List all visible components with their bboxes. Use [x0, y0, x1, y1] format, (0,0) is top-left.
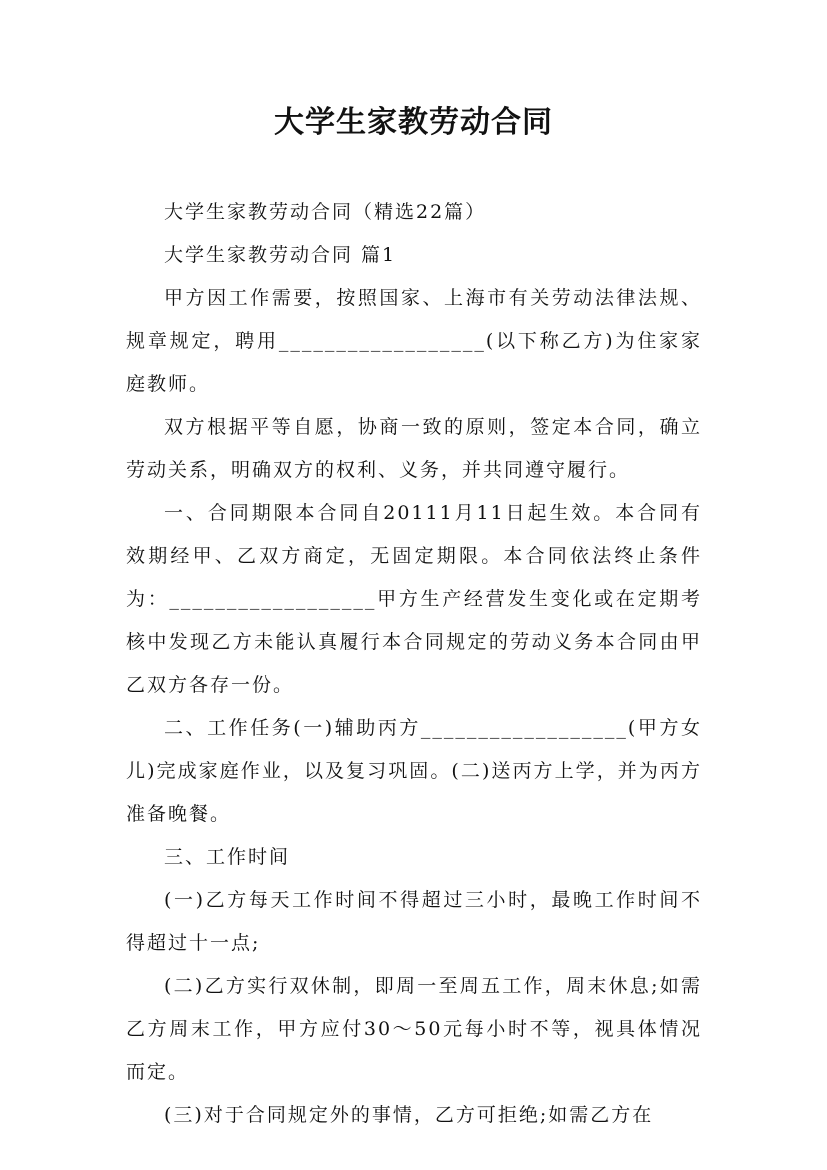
paragraph-principle: 双方根据平等自愿，协商一致的原则，签定本合同，确立劳动关系，明确双方的权利、义务，并共同遵守履行。	[126, 416, 702, 481]
document-title: 大学生家教劳动合同	[274, 105, 553, 140]
paragraph-work-time-2: (二)乙方实行双休制，即周一至周五工作，周末休息;如需乙方周末工作，甲方应付30～50元每小时不等，视具体情况而定。	[126, 975, 702, 1083]
paragraph-work-time-3: (三)对于合同规定外的事情，乙方可拒绝;如需乙方在	[164, 1104, 654, 1126]
paragraph-intro: 甲方因工作需要，按照国家、上海市有关劳动法律法规、规章规定，聘用__________________(以下称乙方)为住家家庭教师。	[126, 287, 702, 395]
paragraph-contract-term: 一、合同期限本合同自20111月11日起生效。本合同有效期经甲、乙双方商定，无固定期限。本合同依法终止条件为：__________________甲方生产经营发生变化或在定期考核中发现乙方未能认真履行本合同规定的劳动义务本合同由甲乙双方各存一份。	[126, 502, 702, 696]
paragraph-section-heading: 大学生家教劳动合同 篇1	[164, 244, 397, 266]
document-body	[126, 191, 702, 1137]
paragraph-work-time-1: (一)乙方每天工作时间不得超过三小时，最晚工作时间不得超过十一点;	[126, 889, 702, 954]
paragraph-work-time-heading: 三、工作时间	[164, 846, 291, 868]
paragraph-work-tasks: 二、工作任务(一)辅助丙方__________________(甲方女儿)完成家庭作业，以及复习巩固。(二)送丙方上学，并为丙方准备晚餐。	[126, 717, 702, 825]
paragraph-subtitle: 大学生家教劳动合同（精选22篇）	[164, 201, 487, 223]
